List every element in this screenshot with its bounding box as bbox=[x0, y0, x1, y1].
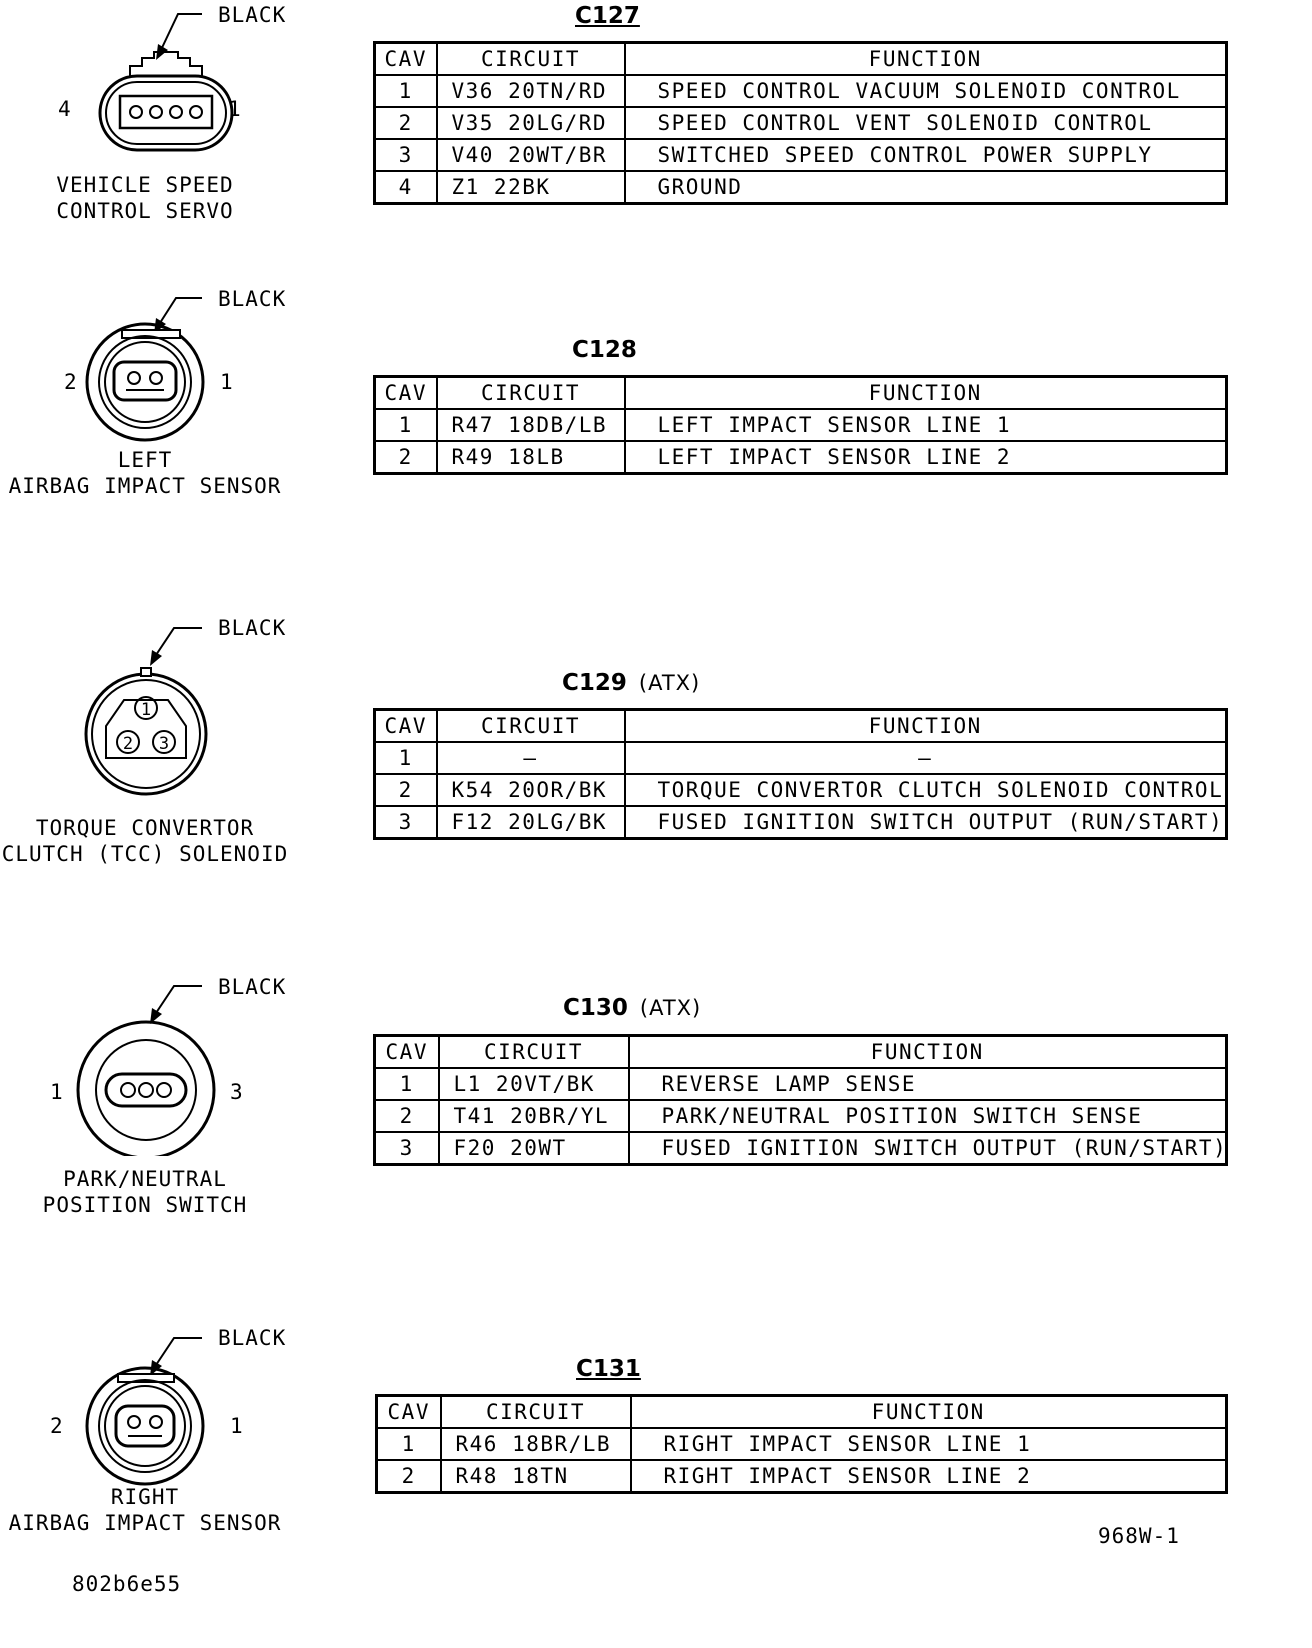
connector-suffix: (ATX) bbox=[639, 996, 702, 1020]
table-row bbox=[375, 107, 1227, 139]
circuit-cell: – bbox=[437, 742, 625, 774]
cav-cell: 1 bbox=[377, 1428, 441, 1460]
circuit-cell: R47 18DB/LB bbox=[437, 409, 625, 441]
connector-id-title: C131 bbox=[576, 1356, 641, 1382]
cav-cell: 2 bbox=[375, 774, 437, 806]
cav-cell: 1 bbox=[375, 409, 437, 441]
connector-id-title: C129 (ATX) bbox=[562, 670, 701, 696]
connector-c131-icon bbox=[50, 1330, 300, 1490]
pin-number: 3 bbox=[158, 734, 170, 754]
col-header-cav: CAV bbox=[375, 1036, 439, 1069]
function-cell: LEFT IMPACT SENSOR LINE 1 bbox=[625, 409, 1227, 441]
function-cell: REVERSE LAMP SENSE bbox=[629, 1068, 1227, 1100]
connector-c130-table bbox=[373, 1034, 1228, 1166]
connector-c129-icon bbox=[50, 618, 300, 808]
pin-label: 1 bbox=[228, 97, 241, 121]
cav-cell: 2 bbox=[375, 441, 437, 474]
table-header-row bbox=[375, 377, 1227, 410]
col-header-circuit: CIRCUIT bbox=[441, 1396, 631, 1429]
cav-cell: 1 bbox=[375, 742, 437, 774]
cav-cell: 2 bbox=[375, 1100, 439, 1132]
col-header-circuit: CIRCUIT bbox=[437, 377, 625, 410]
function-cell: FUSED IGNITION SWITCH OUTPUT (RUN/START) bbox=[625, 806, 1227, 839]
function-cell: LEFT IMPACT SENSOR LINE 2 bbox=[625, 441, 1227, 474]
pin-label: 1 bbox=[50, 1080, 63, 1104]
connector-c128-icon bbox=[50, 290, 300, 450]
connector-id-title: C127 bbox=[575, 3, 640, 29]
connector-c131-table bbox=[375, 1394, 1228, 1494]
col-header-function: FUNCTION bbox=[625, 377, 1227, 410]
circuit-cell: F12 20LG/BK bbox=[437, 806, 625, 839]
function-cell: SWITCHED SPEED CONTROL POWER SUPPLY bbox=[625, 139, 1227, 171]
pin-label: 2 bbox=[64, 370, 77, 394]
connector-c130-icon bbox=[50, 976, 300, 1156]
connector-c127-table bbox=[373, 41, 1228, 205]
component-name: TORQUE CONVERTOR CLUTCH (TCC) SOLENOID bbox=[1, 816, 289, 866]
function-cell: FUSED IGNITION SWITCH OUTPUT (RUN/START) bbox=[629, 1132, 1227, 1165]
connector-id-title: C128 bbox=[572, 337, 637, 363]
col-header-function: FUNCTION bbox=[629, 1036, 1227, 1069]
circuit-cell: V40 20WT/BR bbox=[437, 139, 625, 171]
pin-label: 2 bbox=[50, 1414, 63, 1438]
table-header-row bbox=[375, 43, 1227, 76]
connector-id-title: C130 (ATX) bbox=[563, 995, 702, 1021]
cav-cell: 1 bbox=[375, 75, 437, 107]
table-row bbox=[375, 806, 1227, 839]
col-header-cav: CAV bbox=[375, 43, 437, 76]
cav-cell: 1 bbox=[375, 1068, 439, 1100]
table-row bbox=[375, 1068, 1227, 1100]
function-cell: RIGHT IMPACT SENSOR LINE 2 bbox=[631, 1460, 1227, 1493]
figure-code: 968W-1 bbox=[1098, 1524, 1180, 1548]
table-row bbox=[375, 139, 1227, 171]
circuit-cell: R48 18TN bbox=[441, 1460, 631, 1493]
cav-cell: 3 bbox=[375, 139, 437, 171]
col-header-cav: CAV bbox=[375, 377, 437, 410]
component-name: VEHICLE SPEED CONTROL SERVO bbox=[56, 173, 234, 223]
circuit-cell: K54 20OR/BK bbox=[437, 774, 625, 806]
circuit-cell: Z1 22BK bbox=[437, 171, 625, 204]
function-cell: SPEED CONTROL VACUUM SOLENOID CONTROL bbox=[625, 75, 1227, 107]
function-cell: RIGHT IMPACT SENSOR LINE 1 bbox=[631, 1428, 1227, 1460]
cav-cell: 3 bbox=[375, 1132, 439, 1165]
table-row bbox=[377, 1428, 1227, 1460]
connector-color-label: BLACK bbox=[218, 1326, 287, 1350]
table-row bbox=[375, 1132, 1227, 1165]
table-header-row bbox=[375, 710, 1227, 743]
circuit-cell: T41 20BR/YL bbox=[439, 1100, 629, 1132]
table-row bbox=[375, 774, 1227, 806]
table-header-row bbox=[375, 1036, 1227, 1069]
connector-color-label: BLACK bbox=[218, 975, 287, 999]
table-header-row bbox=[377, 1396, 1227, 1429]
col-header-circuit: CIRCUIT bbox=[437, 43, 625, 76]
col-header-cav: CAV bbox=[377, 1396, 441, 1429]
component-name: LEFT AIRBAG IMPACT SENSOR bbox=[8, 448, 282, 498]
connector-color-label: BLACK bbox=[218, 287, 287, 311]
image-id-label: 802b6e55 bbox=[72, 1572, 182, 1596]
function-cell: PARK/NEUTRAL POSITION SWITCH SENSE bbox=[629, 1100, 1227, 1132]
table-row bbox=[375, 441, 1227, 474]
function-cell: SPEED CONTROL VENT SOLENOID CONTROL bbox=[625, 107, 1227, 139]
circuit-cell: L1 20VT/BK bbox=[439, 1068, 629, 1100]
table-row bbox=[375, 171, 1227, 204]
circuit-cell: R49 18LB bbox=[437, 441, 625, 474]
table-row bbox=[375, 409, 1227, 441]
pin-label: 1 bbox=[230, 1414, 243, 1438]
pin-number: 2 bbox=[122, 734, 134, 754]
connector-color-label: BLACK bbox=[218, 3, 287, 27]
function-cell: – bbox=[625, 742, 1227, 774]
circuit-cell: R46 18BR/LB bbox=[441, 1428, 631, 1460]
connector-c129-table bbox=[373, 708, 1228, 840]
pin-label: 3 bbox=[230, 1080, 243, 1104]
circuit-cell: V36 20TN/RD bbox=[437, 75, 625, 107]
table-row bbox=[377, 1460, 1227, 1493]
pin-number: 1 bbox=[140, 700, 152, 720]
connector-suffix: (ATX) bbox=[638, 671, 701, 695]
col-header-function: FUNCTION bbox=[625, 710, 1227, 743]
cav-cell: 4 bbox=[375, 171, 437, 204]
circuit-cell: F20 20WT bbox=[439, 1132, 629, 1165]
function-cell: TORQUE CONVERTOR CLUTCH SOLENOID CONTROL bbox=[625, 774, 1227, 806]
col-header-circuit: CIRCUIT bbox=[439, 1036, 629, 1069]
component-name: PARK/NEUTRAL POSITION SWITCH bbox=[42, 1167, 248, 1217]
col-header-function: FUNCTION bbox=[631, 1396, 1227, 1429]
table-row bbox=[375, 742, 1227, 774]
table-row bbox=[375, 75, 1227, 107]
cav-cell: 3 bbox=[375, 806, 437, 839]
cav-cell: 2 bbox=[377, 1460, 441, 1493]
table-row bbox=[375, 1100, 1227, 1132]
connector-color-label: BLACK bbox=[218, 616, 287, 640]
connector-c128-table bbox=[373, 375, 1228, 475]
col-header-cav: CAV bbox=[375, 710, 437, 743]
function-cell: GROUND bbox=[625, 171, 1227, 204]
pin-label: 4 bbox=[58, 97, 71, 121]
col-header-circuit: CIRCUIT bbox=[437, 710, 625, 743]
col-header-function: FUNCTION bbox=[625, 43, 1227, 76]
component-name: RIGHT AIRBAG IMPACT SENSOR bbox=[8, 1485, 282, 1535]
pin-label: 1 bbox=[220, 370, 233, 394]
cav-cell: 2 bbox=[375, 107, 437, 139]
circuit-cell: V35 20LG/RD bbox=[437, 107, 625, 139]
